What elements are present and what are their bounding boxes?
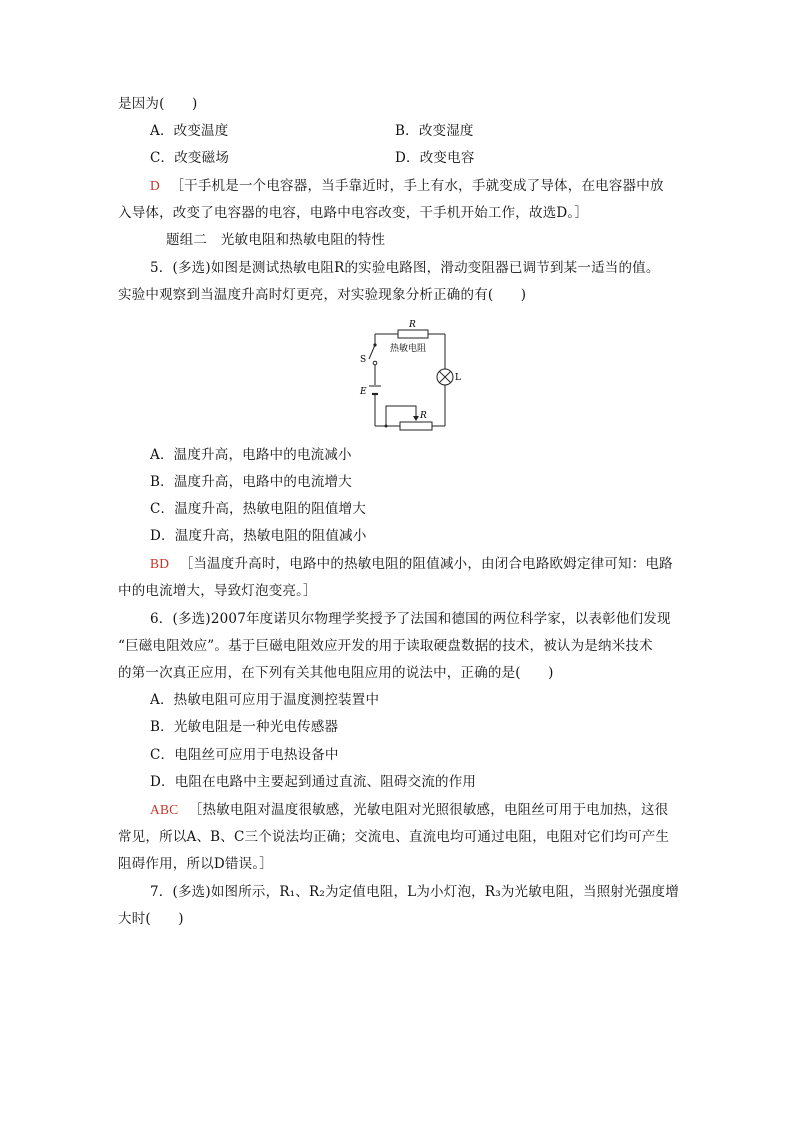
q5-explanation-line1 [150, 554, 673, 574]
q6-option-a: A．热敏电阻可应用于温度测控装置中 [150, 692, 380, 708]
label-thermistor: 热敏电阻 [390, 344, 427, 354]
q4-explanation-line2: 入导体，改变了电容器的电容，电路中电容改变，干手机开始工作，故选D。］ [118, 205, 589, 221]
q6-explanation-line3: 阻碍作用，所以D错误。］ [118, 856, 273, 872]
q6-stem-line3: 的第一次真正应用，在下列有关其他电阻应用的说法中，正确的是( ) [118, 665, 554, 681]
group2-title: 题组二 光敏电阻和热敏电阻的特性 [166, 232, 386, 248]
q4-option-c: C．改变磁场 [150, 150, 230, 166]
q4-explanation-line1 [150, 176, 664, 196]
q4-stem-tail: 是因为( ) [118, 96, 198, 112]
q4-answer: D [150, 178, 160, 193]
q5-option-b: B．温度升高，电路中的电流增大 [150, 474, 352, 490]
q6-explanation-line2: 常见，所以A、B、C三个说法均正确；交流电、直流电均可通过电阻，电阻对它们均可产生 [118, 829, 670, 845]
q5-explanation-line2: 中的电流增大，导致灯泡变亮。］ [118, 583, 317, 599]
switch-contact-top [373, 343, 376, 346]
q6-answer: ABC [150, 802, 179, 817]
q6-option-d: D．电阻在电路中主要起到通过直流、阻碍交流的作用 [150, 774, 477, 790]
q6-option-c: C．电阻丝可应用于电热设备中 [150, 747, 339, 763]
label-r-bottom: R [420, 411, 427, 421]
q5-stem-line1: 5．(多选)如图是测试热敏电阻R的实验电路图，滑动变阻器已调节到某一适当的值。 [150, 260, 660, 276]
junction-dot [385, 425, 388, 428]
label-l: L [455, 373, 461, 383]
q4-explanation-text1: ［干手机是一个电容器，当手靠近时，手上有水，手就变成了导体，在电容器中放 [170, 178, 664, 194]
thermistor-resistor [398, 330, 428, 338]
q4-option-b: B．改变湿度 [395, 123, 474, 139]
q5-option-a: A．温度升高，电路中的电流减小 [150, 447, 352, 463]
label-e: E [360, 387, 367, 397]
q5-answer: BD [150, 556, 170, 571]
q4-option-a: A．改变温度 [150, 123, 229, 139]
switch-blade [369, 345, 375, 359]
q5-explanation-text1: ［当温度升高时，电路中的热敏电阻的阻值减小，由闭合电路欧姆定律可知：电路 [179, 556, 673, 572]
label-s: S [360, 355, 367, 365]
q6-explanation-text1: ［热敏电阻对温度很敏感，光敏电阻对光照很敏感，电阻丝可用于电加热，这很 [188, 802, 669, 818]
q5-option-d: D．温度升高，热敏电阻的阻值减小 [150, 528, 367, 544]
q7-stem-line1: 7．(多选)如图所示，R₁、R₂为定值电阻，L为小灯泡，R₃为光敏电阻，当照射光强度增 [150, 884, 679, 900]
q5-option-c: C．温度升高，热敏电阻的阻值增大 [150, 501, 367, 517]
q6-stem-line1: 6．(多选)2007年度诺贝尔物理学奖授予了法国和德国的两位科学家，以表彰他们发现 [150, 611, 671, 627]
q5-stem-line2: 实验中观察到当温度升高时灯更亮，对实验现象分析正确的有( ) [118, 287, 527, 303]
rheostat-resistor [400, 422, 432, 430]
q6-explanation-line1 [150, 800, 668, 820]
label-r-top: R [409, 320, 416, 330]
q4-option-d: D．改变电容 [395, 150, 475, 166]
q6-stem-line2: “巨磁电阻效应”。基于巨磁电阻效应开发的用于读取硬盘数据的技术，被认为是纳米技术 [118, 638, 653, 654]
q6-option-b: B．光敏电阻是一种光电传感器 [150, 719, 339, 735]
rheostat-arrow-icon [413, 416, 419, 421]
switch-contact-bottom [373, 361, 377, 365]
q5-circuit-diagram [350, 315, 470, 435]
rheostat-slider-wire [386, 406, 416, 426]
q7-stem-line2: 大时( ) [118, 911, 184, 927]
